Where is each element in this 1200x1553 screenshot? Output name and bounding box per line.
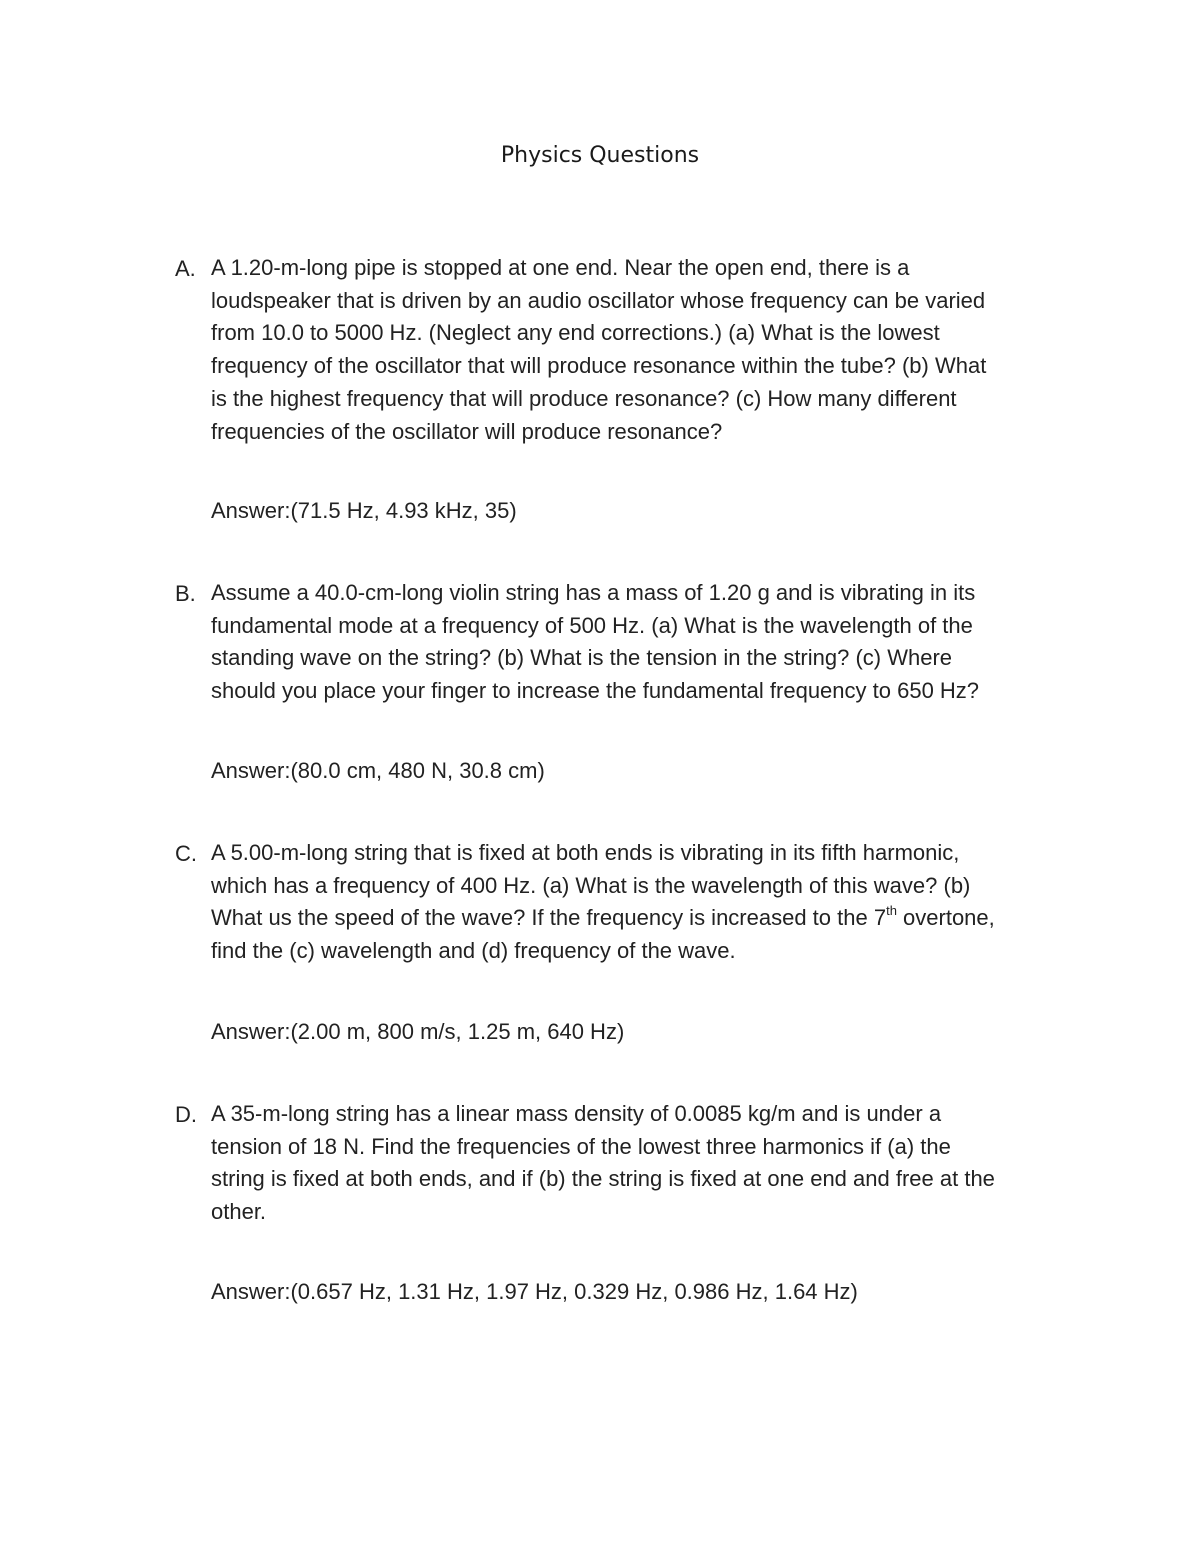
question-b-text: Assume a 40.0-cm-long violin string has a mass of 1.20 g and is vibrating in its fundamental mode at a frequency of 500 Hz. (a) What is the wavelength of the standing wave on the string? (b) What is the tension in the string? (c) Where should you place your finger to increase the fundamental frequency to 650 Hz? <box>211 580 980 704</box>
page-title: Physics Questions <box>500 143 700 168</box>
question-d-label: D. <box>175 1102 197 1127</box>
question-c-label: C. <box>175 841 197 866</box>
question-c-text-part2: overtone, find the (c) wavelength and (d) frequency of the wave. <box>211 905 995 964</box>
question-b-answer: Answer:(80.0 cm, 480 N, 30.8 cm) <box>211 758 545 783</box>
question-c-answer: Answer:(2.00 m, 800 m/s, 1.25 m, 640 Hz) <box>211 1019 625 1044</box>
question-d-answer: Answer:(0.657 Hz, 1.31 Hz, 1.97 Hz, 0.329 Hz, 0.986 Hz, 1.64 Hz) <box>211 1279 858 1304</box>
question-c-text <box>211 837 1061 968</box>
question-a-answer: Answer:(71.5 Hz, 4.93 kHz, 35) <box>211 498 517 523</box>
question-c-superscript: th <box>886 903 897 919</box>
question-a-text: A 1.20-m-long pipe is stopped at one end. Near the open end, there is a loudspeaker that is driven by an audio oscillator whose frequency can be varied from 10.0 to 5000 Hz. (Neglect any end corrections.) (a) What is the lowest frequency of the oscillator that will produce resonance within the tube? (b) What is the highest frequency that will produce resonance? (c) How many different frequencies of the oscillator will produce resonance? <box>211 255 987 444</box>
question-d-text: A 35-m-long string has a linear mass density of 0.0085 kg/m and is under a tension of 18 N. Find the frequencies of the lowest three harmonics if (a) the string is fixed at both ends, and if (b) the string is fixed at one end and free at the other. <box>211 1101 995 1225</box>
question-a-label: A. <box>175 256 196 281</box>
question-b-label: B. <box>175 581 196 606</box>
question-c-text-part1: A 5.00-m-long string that is fixed at both ends is vibrating in its fifth harmonic, which has a frequency of 400 Hz. (a) What is the wavelength of this wave? (b) What us the speed of the wave? If the frequency is increased to the 7 <box>211 840 971 931</box>
